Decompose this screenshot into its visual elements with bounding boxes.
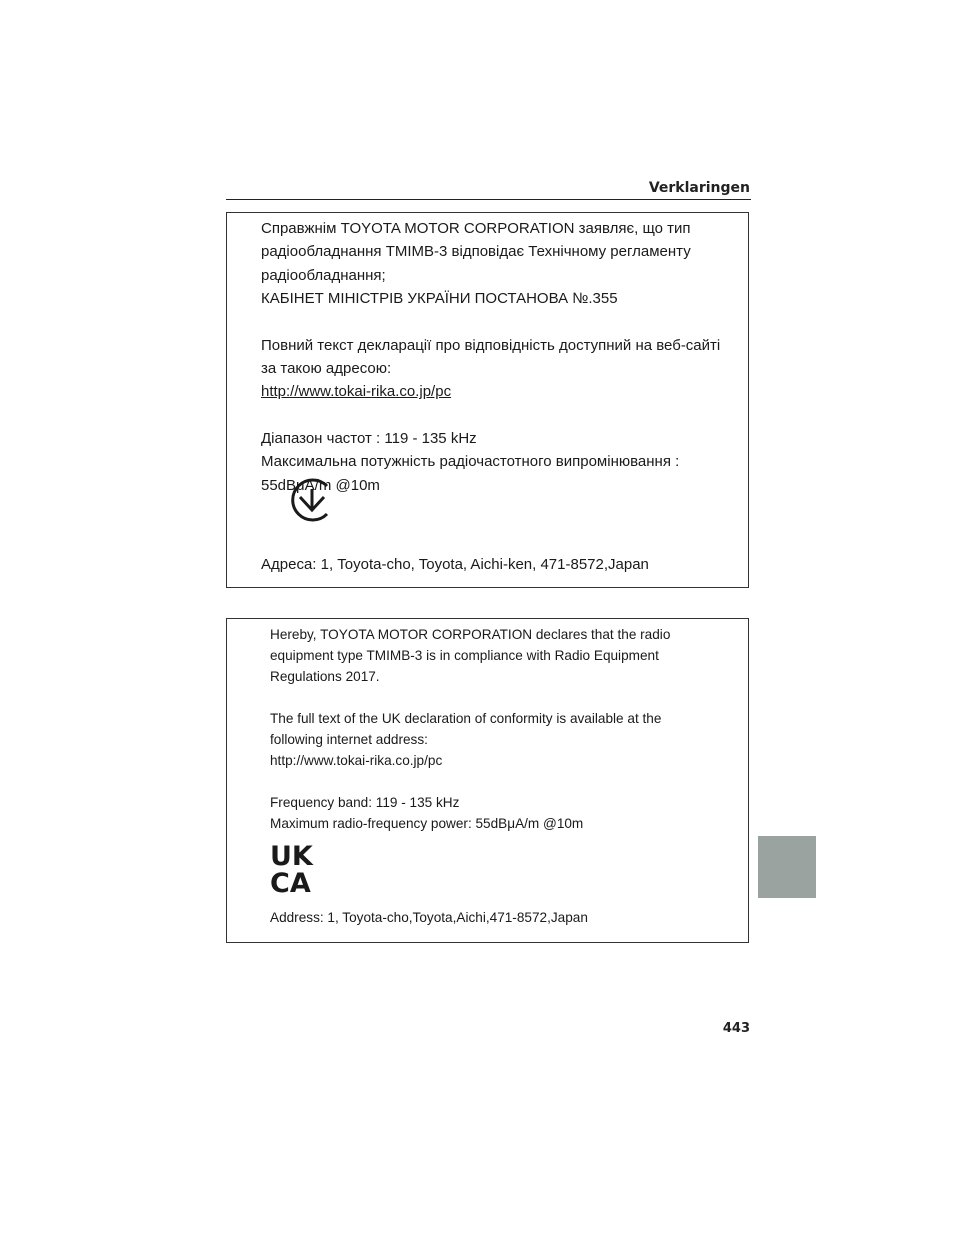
uk-declaration-box — [226, 618, 749, 943]
text-line: 55dBμA/m @10m — [261, 476, 380, 494]
text-line: Regulations 2017. — [270, 669, 380, 684]
text-line: Максимальна потужність радіочастотного випромінювання : — [261, 453, 680, 471]
ukrainian-declaration-text — [261, 217, 738, 497]
ukca-mark-line1: UK — [270, 842, 313, 872]
uk-declaration-text — [270, 624, 738, 834]
paragraph-gap — [261, 311, 738, 334]
text-line: Hereby, TOYOTA MOTOR CORPORATION declares that the radio — [270, 627, 671, 642]
ukca-mark-icon — [270, 842, 322, 894]
text-line: following internet address: — [270, 732, 428, 747]
ukca-mark-line2: CA — [270, 868, 311, 894]
text-line: Повний текст декларації про відповідність доступний на веб-сайті — [261, 336, 721, 354]
text-line: The full text of the UK declaration of conformity is available at the — [270, 711, 662, 726]
declaration-url-text: http://www.tokai-rika.co.jp/pc — [270, 753, 443, 768]
text-line: за такою адресою: — [261, 360, 392, 378]
text-line: КАБІНЕТ МІНІСТРІВ УКРАЇНИ ПОСТАНОВА №.355 — [261, 290, 618, 308]
page-number: 443 — [722, 1021, 750, 1036]
paragraph-gap — [270, 771, 738, 792]
ukrainian-address: Адреса: 1, Toyota-cho, Toyota, Aichi-ken, 471-8572,Japan — [261, 556, 649, 573]
section-title: Verklaringen — [648, 180, 750, 196]
text-line: Діапазон частот : 119 - 135 kHz — [261, 429, 477, 447]
declaration-link[interactable]: http://www.tokai-rika.co.jp/pc — [261, 383, 452, 401]
chapter-tab — [758, 836, 816, 898]
text-line: радіообладнання TMIMB-3 відповідає Технічному регламенту — [261, 243, 691, 261]
header-divider — [226, 199, 751, 200]
text-line: Frequency band: 119 - 135 kHz — [270, 795, 460, 810]
ukrainian-declaration-box — [226, 212, 749, 588]
text-line: Maximum radio-frequency power: 55dBμA/m @10m — [270, 816, 584, 831]
text-line: Справжнім TOYOTA MOTOR CORPORATION заявляє, що тип — [261, 220, 691, 237]
ukrainian-conformity-mark-icon — [289, 477, 335, 523]
paragraph-gap — [261, 404, 738, 427]
uk-address: Address: 1, Toyota-cho,Toyota,Aichi,471-8572,Japan — [270, 910, 588, 925]
text-line: equipment type TMIMB-3 is in compliance with Radio Equipment — [270, 648, 659, 663]
paragraph-gap — [270, 687, 738, 708]
text-line: радіообладнання; — [261, 266, 386, 284]
